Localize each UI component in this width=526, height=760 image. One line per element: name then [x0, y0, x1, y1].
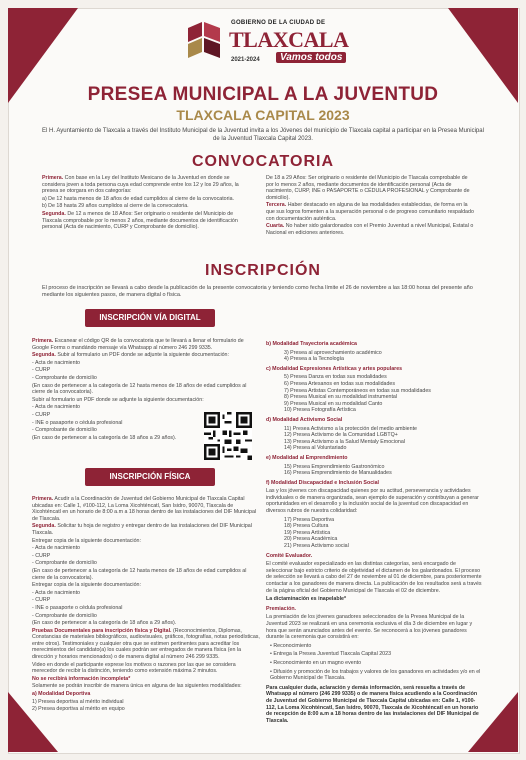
paragraph-text: (En caso de pertenecer a la categoría de 12 hasta menos de 18 años de edad cumplidos al cierre de la convocatoria). [32, 382, 247, 396]
paragraph-text: - Acta de nacimiento [32, 545, 80, 552]
paragraph [32, 545, 260, 552]
paragraph-text: Entregar copia de la siguiente documentación: [32, 582, 141, 589]
paragraph-text: - Comprobante de domicilio [32, 427, 97, 434]
premiacion-item: • Difusión y promoción de los trabajos y valores de los ganadores en actividades y/o en el Gobierno Municipal de Tlaxcala. [270, 668, 481, 682]
modalidad-item: 12) Presea Activismo de la Comunidad LGBTQ+ [284, 432, 398, 439]
paragraph [266, 202, 476, 222]
paragraph-text: Con base en la Ley del Instituto Mexicano de la Juventud en donde se considera joven a toda persona cuya edad comprende entre los 12 y los 29 años, la presea se otorgara en dos categorías: [42, 175, 239, 195]
paragraph-text: - CURP [32, 597, 51, 604]
modalidad-title: c) Modalidad Expresiones Artísticas y artes populares [266, 365, 403, 372]
paragraph-text: (En caso de pertenecer a la categoría de 18 años a 29 años). [32, 620, 177, 627]
modalidad-item: 4) Presea a la Tecnología [284, 356, 344, 363]
paragraph-label: Segunda. [32, 523, 56, 530]
paragraph-text: Acudir a la Coordinación de Juventud del Gobierno Municipal de Tlaxcala Capital ubicadas en: Calle 1, #100-112, La Loma Xicohténcatl, San Isidro, 90070, Tlaxcala de Xicohténcatl en un horario de 8:00 a.m a 18 horas dentro de las instalaciones del DIF Municipal de Tlaxcala. [32, 496, 257, 522]
modalidad-item: 15) Presea Emprendimiento Gastronómico [284, 463, 385, 470]
paragraph [32, 404, 260, 411]
government-label: GOBIERNO DE LA CIUDAD DE [231, 20, 326, 26]
paragraph-text: De 18 a 29 Años: Ser originario o residente del Municipio de Tlaxcala comprobable de por lo menos 2 años, mediante documentos de identificación personal (Acta de nacimiento, CURP, INE o PASAPORTE o CÉDULA PROFESIONAL y Comprobante de domicilio). [266, 175, 470, 201]
modalidad-item: Las y los jóvenes con discapacidad quienes por su actitud, perseverancia y actividades individuales o de manera organizada, sean ejemplo de superación y contribuyan a generar oportunidades en el desarrollo y la inclusión social de la juventud con discapacidad en diversos rubros de nuestra colidaridad: [266, 488, 479, 515]
paragraph-text: Subir al formulario un PDF donde se adjunte la siguiente documentación: [32, 396, 204, 403]
paragraph-label: Pruebas Documentales para inscripción física y Digital. [32, 627, 172, 634]
paragraph [32, 590, 260, 597]
fisica-steps [32, 496, 260, 714]
premiacion-item: • Reconocimiento en un magno evento [270, 659, 362, 666]
comite-text: El comité evaluador especializado en las distintas categorías, será encargado de seleccionar bajo estricto criterio de objetividad el dictamen de los galardonados. El proceso de selección se llevará a cabo del 27 de noviembre al 01 de diciembre, para posteriormente contactar a los ganadores de manera directa. La publicación de los resultados será a través de la página oficial del Gobierno Municipal de Tlaxcala el 02 de diciembre. [266, 561, 482, 594]
slogan: Vamos todos [276, 52, 346, 63]
premiacion-item: • Reconocimiento [270, 642, 312, 649]
city-name: TLAXCALA [229, 27, 349, 52]
paragraph-text: - CURP [32, 552, 51, 559]
paragraph [32, 683, 260, 690]
modalidad-item: 21) Presea Activismo social [284, 543, 349, 550]
paragraph [32, 628, 260, 661]
paragraph [32, 496, 260, 522]
paragraph [32, 605, 260, 612]
modalidades-column [266, 338, 484, 726]
paragraph-text: Video en donde el participante exprese los motivos o razones por las que se considera merecedor de recibir la distinción, teniendo como extensión máxima 2 minutos. [32, 661, 236, 675]
paragraph [42, 203, 252, 210]
paragraph [32, 352, 260, 359]
modalidad-item: 8) Presea Musical en su modalidad instrumental [284, 394, 398, 401]
paragraph-label: Primera. [42, 175, 64, 181]
paragraph [32, 338, 260, 351]
paragraph-text: 2) Presea deportiva al mérito en equipo [32, 706, 125, 713]
paragraph [32, 582, 260, 589]
paragraph-text: a) De 12 hasta menos de 18 años de edad cumplidos al cierre de la convocatoria. [42, 195, 234, 202]
paragraph-text: Solicitar tu hoja de registro y entregar dentro de las instalaciones del DIF Municipal Tlaxcala. [32, 523, 252, 536]
paragraph [32, 613, 260, 620]
paragraph [42, 196, 252, 203]
paragraph-text: Escanear el código QR de la convocatoria que te llevará a llenar el formulario de Google Forms o mandándo mensaje vía Whatsapp al número 246 299 9335. [32, 338, 244, 351]
modalidad-item: 18) Presea Cultura [284, 523, 329, 530]
paragraph-text: No haber sido galardonados con el Premio Juventud a nivel Municipal, Estatal o Nacional en ediciones anteriores. [266, 223, 474, 236]
paragraph [32, 375, 260, 382]
paragraph [266, 223, 476, 236]
modalidad-title: e) Modalidad al Emprendimiento [266, 454, 348, 461]
modalidad-item: 20) Presea Académica [284, 536, 338, 543]
paragraph-label: Primera. [32, 496, 54, 502]
modalidad-item: 19) Presea Artística [284, 529, 331, 536]
premiacion-items [266, 643, 484, 682]
modalidad-item: 14) Presea al Voluntariado [284, 445, 347, 452]
modalidad-title: b) Modalidad Trayectoria académica [266, 341, 357, 347]
modalidad-item: 10) Presea Fotografía Artística [284, 407, 356, 414]
paragraph [32, 538, 260, 545]
paragraph-label: No se recibirá información incompleta* [32, 675, 131, 682]
paragraph [266, 175, 476, 201]
paragraph [32, 676, 260, 683]
paragraph-text: Subir al formulario un PDF donde se adjunte la siguiente documentación: [55, 352, 229, 359]
paragraph [32, 397, 260, 404]
paragraph [32, 699, 260, 706]
paragraph [42, 175, 252, 195]
paragraph [32, 560, 260, 567]
paragraph [42, 211, 252, 231]
paragraph-text: Solamente se podrán inscribir de manera única en alguna de las siguientes modalidades: [32, 683, 242, 690]
paragraph-text: - Comprobante de domicilio [32, 612, 97, 619]
convocatoria-right-column [266, 175, 476, 237]
paragraph [32, 597, 260, 604]
premiacion-item: • Entrega la Presea Juventud Tlaxcala Capital 2023 [270, 651, 392, 658]
paragraph-text: (En caso de pertenecer a la categoría de 18 años a 29 años). [32, 434, 177, 441]
premiacion-text: La premiación de los jóvenes ganadores seleccionados de la Presea Municipal de la Juventud 2023 se realizará en una ceremonia exclusiva el día 3 de diciembre en lugar y hora que serán anunciados antes del evento. Se reconocerá a los jóvenes ganadores durante la ceremonia que consistirá en: [266, 614, 473, 641]
page-title: PRESEA MUNICIPAL A LA JUVENTUD [87, 84, 439, 105]
premiacion-title: Premiación. [266, 605, 297, 612]
paragraph-label: Tercera. [266, 202, 287, 209]
paragraph [32, 706, 260, 713]
tlaxcala-logo-icon [182, 18, 226, 62]
paragraph-text: - Acta de nacimiento [32, 589, 80, 596]
contact-text: Para cualquier duda, aclaración y demás información, será resuelta a través de Whatsapp al número (246 299 9335) o de manera física acudiendo a la Coordinación de Juventud del Gobierno Municipal de Tlaxcala Capital ubicadas en: Calle 1, #100-112, La Loma Xicohténcatl, San Isidro, 90070, Tlaxcala de Xicohténcatl en un horario de recepción de 8:00 a.m a 18 horas dentro de las instalaciones del DIF Municipal de Tlaxcala. [266, 684, 479, 724]
paragraph-text: - Acta de nacimiento [32, 359, 80, 366]
digital-section-banner: INSCRIPCIÓN VÍA DIGITAL [85, 309, 215, 327]
paragraph-text: - CURP [32, 367, 51, 374]
modalidad-item: 5) Presea Danza en todas sus modalidades [284, 374, 387, 381]
modalidad-item: 17) Presea Deportiva [284, 516, 335, 523]
qr-code-icon[interactable] [204, 412, 252, 460]
paragraph-label: Primera. [32, 338, 54, 344]
header [0, 16, 526, 72]
paragraph-text: - CURP [32, 411, 51, 418]
paragraph-text: - Comprobante de domicilio [32, 374, 97, 381]
modalidad-item: 9) Presea Musical en su modalidad Canto [284, 400, 383, 407]
paragraph-text: Haber destacado en alguna de las modalidades establecidas, de forma en la que sus logros fomenten a la superación personal o de progreso comunitario respaldado con documentación auténtica. [266, 202, 474, 222]
comite-note: La dictaminación es inapelable* [266, 596, 347, 603]
inscripcion-heading: INSCRIPCIÓN [205, 262, 321, 279]
paragraph [32, 360, 260, 367]
page-subtitle: TLAXCALA CAPITAL 2023 [176, 107, 350, 123]
paragraph-text: - INE o pasaporte o cédula profesional [32, 419, 123, 426]
convocatoria-left-column [42, 175, 252, 232]
modalidad-item: 11) Presea Activismo a la protección del medio ambiente [284, 425, 417, 432]
paragraph-text: (Reconocimientos, Diplomas, Constancias de materiales bibliográficos, audiovisuales, gráficos, fotografías, notas periodísticas, entre otros). Testimoniales y cualquier otra que se estimen pertinentes para acreditar los merecimientos del candidato(a) los cuales podrán ser entregados de manera física (en la dirección y horarios mencionados) o de manera digital al número 246 299 9335. [32, 627, 260, 661]
modalidad-item: 13) Presea Activismo a la Salud Mentaly Emocional [284, 438, 406, 445]
paragraph-text: - INE o pasaporte o cédula profesional [32, 604, 123, 611]
paragraph-text: (En caso de pertenecer a la categoría de 12 hasta menos de 18 años de edad cumplidos al cierre de la convocatoria). [32, 567, 247, 581]
paragraph-text: Entregar copia de la siguiente documentación: [32, 537, 141, 544]
modalidad-item: 7) Presea Artistas Contemporáneos en todas sus modalidades [284, 387, 431, 394]
paragraph [32, 662, 260, 675]
modalidad-item: 6) Presea Artesanos en todas sus modalidades [284, 380, 396, 387]
paragraph [32, 383, 260, 396]
paragraph [32, 553, 260, 560]
administration-years: 2021-2024 [231, 57, 260, 63]
intro-text: El H. Ayuntamiento de Tlaxcala a través del Instituto Municipal de la Juventud invita a los Jóvenes del municipio de Tlaxcala capital a participar en la Presea Municipal de la Juventud Tlaxcala Capital 2023. [42, 128, 484, 142]
paragraph [32, 568, 260, 581]
paragraph [32, 367, 260, 374]
modalidad-title: f) Modalidad Discapacidad e Inclusión Social [266, 479, 380, 486]
paragraph [32, 523, 260, 536]
paragraph-label: Segunda. [32, 352, 56, 359]
paragraph-label: Cuarta. [266, 223, 285, 230]
modalidad-title: d) Modalidad Activismo Social [266, 416, 343, 423]
modalidad-item: 3) Presea al aprovechamiento académico [284, 349, 382, 356]
paragraph-label: a) Modalidad Deportiva [32, 691, 91, 698]
inscripcion-intro: El proceso de inscripción se llevará a cabo desde la publicación de la presente convocatoria y teniendo como fecha límite el 26 de noviembre a las 18:00 horas del presente año mediante los siguientes pasos, de manera digital o física. [42, 285, 473, 298]
modalidad-item: 16) Presea Emprendimiento de Manualidades [284, 470, 392, 477]
paragraph-label: Segunda. [42, 210, 66, 217]
paragraph-text: 1) Presea deportiva al mérito individual [32, 698, 124, 705]
paragraph-text: - Acta de nacimiento [32, 404, 80, 411]
paragraph [32, 691, 260, 698]
comite-title: Comité Evaluador. [266, 552, 313, 559]
modalidades-list [266, 341, 484, 550]
paragraph-text: b) De 18 hasta 29 años cumplidos al cierre de la convocatoria. [42, 203, 189, 210]
paragraph-text: - Comprobante de domicilio [32, 560, 97, 567]
paragraph [32, 620, 260, 627]
fisica-section-banner: INSCRIPCIÓN FÍSICA [85, 468, 215, 486]
convocatoria-heading: CONVOCATORIA [191, 153, 335, 170]
paragraph-text: De 12 a menos de 18 Años: Ser originario o residente del Municipio de Tlaxcala comprobable por lo menos 2 años, mediante documentos de identificación personal (Acta de nacimiento, CURP y Comprobante de domicilio). [42, 210, 238, 231]
